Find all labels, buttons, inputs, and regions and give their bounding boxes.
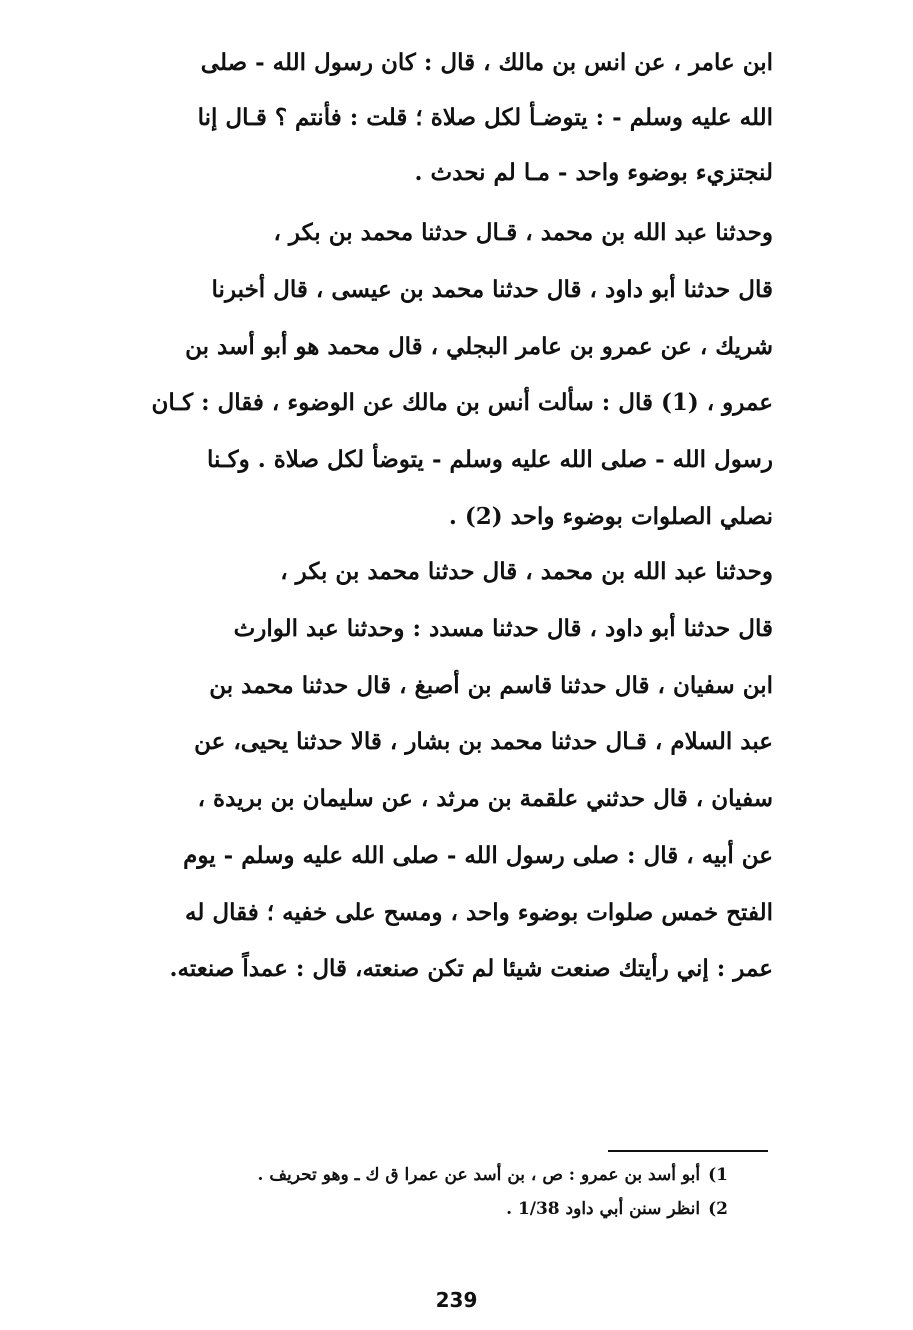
text-line: ابن عامر ، عن انس بن مالك ، قال : كان رسول الله - صلى [200,49,773,76]
text-line: عمر : إني رأيتك صنعت شيئا لم تكن صنعته، قال : عمداً صنعته. [169,955,773,982]
footnote-2 [128,1196,728,1222]
footnote-number: 2) [708,1199,728,1219]
text-line: رسول الله - صلى الله عليه وسلم - يتوضأ لكل صلاة . وكـنا [206,446,773,473]
text-line: سفيان ، قال حدثني علقمة بن مرثد ، عن سليمان بن بريدة ، [197,785,773,812]
text-line: عن أبيه ، قال : صلى رسول الله - صلى الله عليه وسلم - يوم [183,842,773,869]
footnote-text: انظر سنن أبي داود 1/38 . [506,1199,701,1219]
text-line: قال حدثنا أبو داود ، قال حدثنا مسدد : وحدثنا عبد الوارث [233,615,773,642]
text-line: قال حدثنا أبو داود ، قال حدثنا محمد بن عيسى ، قال أخبرنا [211,276,773,303]
text-line: وحدثنا عبد الله بن محمد ، قـال حدثنا محمد بن بكر ، [273,219,773,246]
text-line: الفتح خمس صلوات بوضوء واحد ، ومسح على خفيه ؛ فقال له [185,899,773,926]
text-line: نصلي الصلوات بوضوء واحد (2) . [448,503,773,530]
text-line: ابن سفيان ، قال حدثنا قاسم بن أصبغ ، قال حدثنا محمد بن [209,672,773,699]
text-line: وحدثنا عبد الله بن محمد ، قال حدثنا محمد بن بكر ، [280,558,773,585]
page-number: 239 [435,1288,478,1312]
footnote-divider [608,1150,768,1152]
text-line: عمرو ، (1) قال : سألت أنس بن مالك عن الوضوء ، فقال : كـان [151,389,773,416]
text-line: شريك ، عن عمرو بن عامر البجلي ، قال محمد هو أبو أسد بن [185,333,773,360]
footnote-number: 1) [708,1165,728,1185]
text-line: عبد السلام ، قـال حدثنا محمد بن بشار ، قالا حدثنا يحيى، عن [194,728,773,755]
footnote-text: أبو أسد بن عمرو : ص ، بن أسد عن عمرا ق ك ـ وهو تحريف . [257,1165,701,1185]
footnote-1 [128,1162,728,1188]
text-line: لنجتزيء بوضوء واحد - مـا لم نحدث . [414,159,773,186]
text-line: الله عليه وسلم - : يتوضـأ لكل صلاة ؛ قلت : فأنتم ؟ قـال إنا [197,104,773,131]
